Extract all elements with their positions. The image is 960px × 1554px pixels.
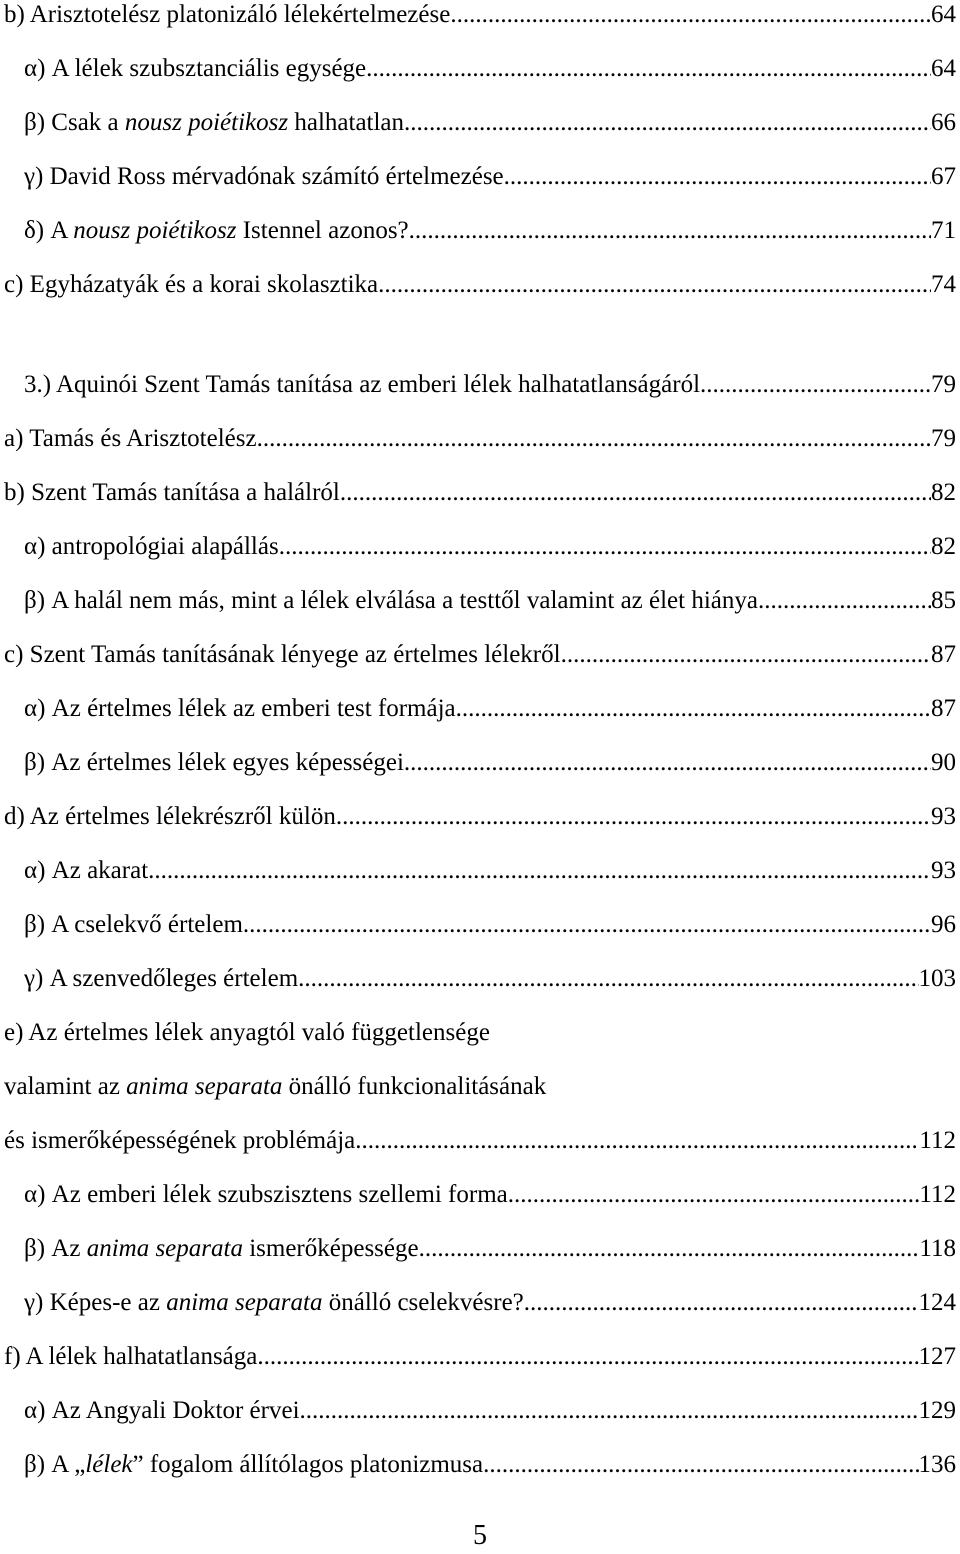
toc-entry-title [4, 1073, 546, 1100]
dot-leader [524, 1288, 919, 1318]
toc-page-number: 112 [919, 1127, 956, 1154]
title-segment: f) A lélek halhatatlansága [4, 1343, 258, 1370]
toc-entry-title [4, 478, 340, 508]
toc-entry-title [24, 1288, 524, 1318]
italic-term: nousz poiétikosz [124, 109, 289, 136]
toc-page-number: 64 [931, 55, 956, 82]
title-segment: ismerőképessége [242, 1235, 419, 1262]
toc-entry [24, 964, 956, 994]
title-segment: β) A halál nem más, mint a lélek elválása a testtől valamint az élet hiánya [24, 587, 758, 614]
toc-page-number: 87 [931, 695, 956, 722]
title-segment: halhatatlan [288, 109, 405, 136]
dot-leader [300, 1396, 919, 1426]
title-segment: és ismerőképességének problémája [4, 1127, 356, 1154]
toc-entry-title [24, 370, 700, 400]
toc-page-number: 64 [931, 1, 956, 28]
toc-page-number: 74 [931, 271, 956, 298]
title-segment: a) Tamás és Arisztotelész [4, 425, 257, 452]
title-segment: β) Az [24, 1235, 87, 1262]
page-number: 5 [473, 1520, 487, 1551]
dot-leader [298, 964, 918, 994]
dot-leader [148, 856, 931, 886]
toc-entry-title [24, 694, 456, 724]
toc-page-number: 87 [931, 641, 956, 668]
toc-entry-title [4, 802, 336, 832]
dot-leader [409, 216, 931, 246]
toc-entry-title [4, 640, 561, 670]
italic-term: anima separata [126, 1073, 283, 1100]
title-segment: γ) A szenvedőleges értelem [24, 965, 299, 992]
toc-entry-title [24, 748, 404, 778]
toc-page-number: 103 [918, 965, 956, 992]
toc-entry [24, 1450, 956, 1480]
toc-entry [4, 0, 956, 30]
toc-entry-title [24, 910, 243, 940]
toc-page-number: 82 [931, 533, 956, 560]
title-segment: γ) Képes-e az [24, 1289, 167, 1316]
toc-page-number: 82 [931, 479, 956, 506]
toc-page-number: 71 [931, 217, 956, 244]
dot-leader [257, 424, 931, 454]
dot-leader [279, 532, 931, 562]
toc-entry [4, 424, 956, 454]
toc-entry-title [24, 216, 409, 246]
toc-entry [4, 640, 956, 670]
toc-entry-title [4, 0, 450, 30]
title-segment: β) Az értelmes lélek egyes képességei [24, 749, 404, 776]
dot-leader [257, 1342, 918, 1372]
dot-leader [404, 108, 931, 138]
toc-entry [4, 478, 956, 508]
toc-page-number: 85 [931, 587, 956, 614]
dot-leader [450, 0, 931, 30]
dot-leader [700, 370, 931, 400]
toc-entry-title [24, 54, 366, 84]
italic-term: lélek [85, 1451, 133, 1478]
dot-leader [758, 586, 931, 616]
toc-entry [24, 910, 956, 940]
dot-leader [340, 478, 931, 508]
title-segment: c) Szent Tamás tanításának lényege az értelmes lélekről [4, 641, 561, 668]
dot-leader [456, 694, 931, 724]
toc-page-number: 124 [918, 1289, 956, 1316]
title-segment: e) Az értelmes lélek anyagtól való függetlensége [4, 1019, 490, 1046]
toc-page-number: 90 [931, 749, 956, 776]
toc-entry-title [24, 1396, 300, 1426]
toc-page-number: 79 [931, 425, 956, 452]
toc-entry [4, 270, 956, 300]
toc-entry-title [4, 424, 257, 454]
toc-page-number: 67 [931, 163, 956, 190]
title-segment: d) Az értelmes lélekrészről külön [4, 803, 336, 830]
title-segment: α) Az Angyali Doktor érvei [24, 1397, 300, 1424]
title-segment: α) antropológiai alapállás [24, 533, 279, 560]
toc-entry-title [24, 108, 404, 138]
toc-page-number: 79 [931, 371, 956, 398]
title-segment: α) Az értelmes lélek az emberi test formája [24, 695, 456, 722]
toc-page-number: 118 [919, 1235, 956, 1262]
toc-entry-title [24, 586, 758, 616]
toc-entry-title [24, 162, 504, 192]
dot-leader [483, 1450, 918, 1480]
dot-leader [508, 1180, 920, 1210]
toc-page-number: 93 [931, 803, 956, 830]
dot-leader [243, 910, 931, 940]
toc-entry [4, 1342, 956, 1372]
italic-term: nousz poiétikosz [73, 217, 237, 244]
toc-entry-title [24, 964, 298, 994]
dot-leader [419, 1234, 920, 1264]
toc-entry [4, 802, 956, 832]
toc-entry [24, 370, 956, 400]
toc-entry [24, 856, 956, 886]
toc-entry-title [24, 1234, 419, 1264]
title-segment: b) Arisztotelész platonizáló lélekértelmezése [4, 1, 451, 28]
title-segment: 3.) Aquinói Szent Tamás tanítása az emberi lélek halhatatlanságáról [24, 371, 701, 398]
title-segment: c) Egyházatyák és a korai skolasztika [4, 271, 379, 298]
toc-entry-title [4, 270, 378, 300]
italic-term: anima separata [166, 1289, 323, 1316]
toc-entry [24, 694, 956, 724]
dot-leader [336, 802, 931, 832]
title-segment: β) A cselekvő értelem [24, 911, 243, 938]
toc-entry [24, 748, 956, 778]
title-segment: α) A lélek szubsztanciális egysége [24, 55, 367, 82]
title-segment: α) Az emberi lélek szubszisztens szellemi forma [24, 1181, 508, 1208]
title-segment: önálló funkcionalitásának [282, 1073, 547, 1100]
toc-page-number: 96 [931, 911, 956, 938]
title-segment: b) Szent Tamás tanítása a halálról [4, 479, 340, 506]
title-segment: α) Az akarat [24, 857, 149, 884]
toc-entry [4, 1018, 956, 1048]
toc-entry-title [4, 1019, 490, 1046]
toc-entry [24, 162, 956, 192]
dot-leader [366, 54, 931, 84]
toc-page-number: 66 [931, 109, 956, 136]
dot-leader [404, 748, 931, 778]
toc-entry-title [4, 1342, 257, 1372]
toc-entry [4, 1126, 956, 1156]
toc-entry-title [24, 532, 279, 562]
toc-entry [24, 1288, 956, 1318]
toc-page-number: 129 [918, 1397, 956, 1424]
toc-entry [24, 216, 956, 246]
dot-leader [504, 162, 931, 192]
title-segment: γ) David Ross mérvadónak számító értelmezése [24, 163, 504, 190]
toc-entry-title [24, 1450, 483, 1480]
title-segment: β) A „ [24, 1451, 86, 1478]
toc-entry [24, 108, 956, 138]
dot-leader [561, 640, 931, 670]
toc-entry-title [4, 1126, 355, 1156]
toc-entry [24, 1180, 956, 1210]
toc-entry [24, 54, 956, 84]
title-segment: valamint az [4, 1073, 127, 1100]
toc-entry [24, 1396, 956, 1426]
toc-entry-title [24, 1180, 508, 1210]
title-segment: önálló cselekvésre? [322, 1289, 524, 1316]
toc-page-number: 112 [919, 1181, 956, 1208]
toc-page-number: 93 [931, 857, 956, 884]
toc-entry-title [24, 856, 148, 886]
dot-leader [355, 1126, 919, 1156]
toc-page-number: 136 [918, 1451, 956, 1478]
toc-entry [24, 586, 956, 616]
title-segment: β) Csak a [24, 109, 125, 136]
toc-entry [24, 532, 956, 562]
toc-entry [4, 1072, 956, 1102]
dot-leader [378, 270, 931, 300]
toc-entry [24, 1234, 956, 1264]
toc-page-number: 127 [918, 1343, 956, 1370]
title-segment: δ) A [24, 217, 74, 244]
title-segment: Istennel azonos? [236, 217, 409, 244]
title-segment: ” fogalom állítólagos platonizmusa [132, 1451, 484, 1478]
italic-term: anima separata [86, 1235, 243, 1262]
